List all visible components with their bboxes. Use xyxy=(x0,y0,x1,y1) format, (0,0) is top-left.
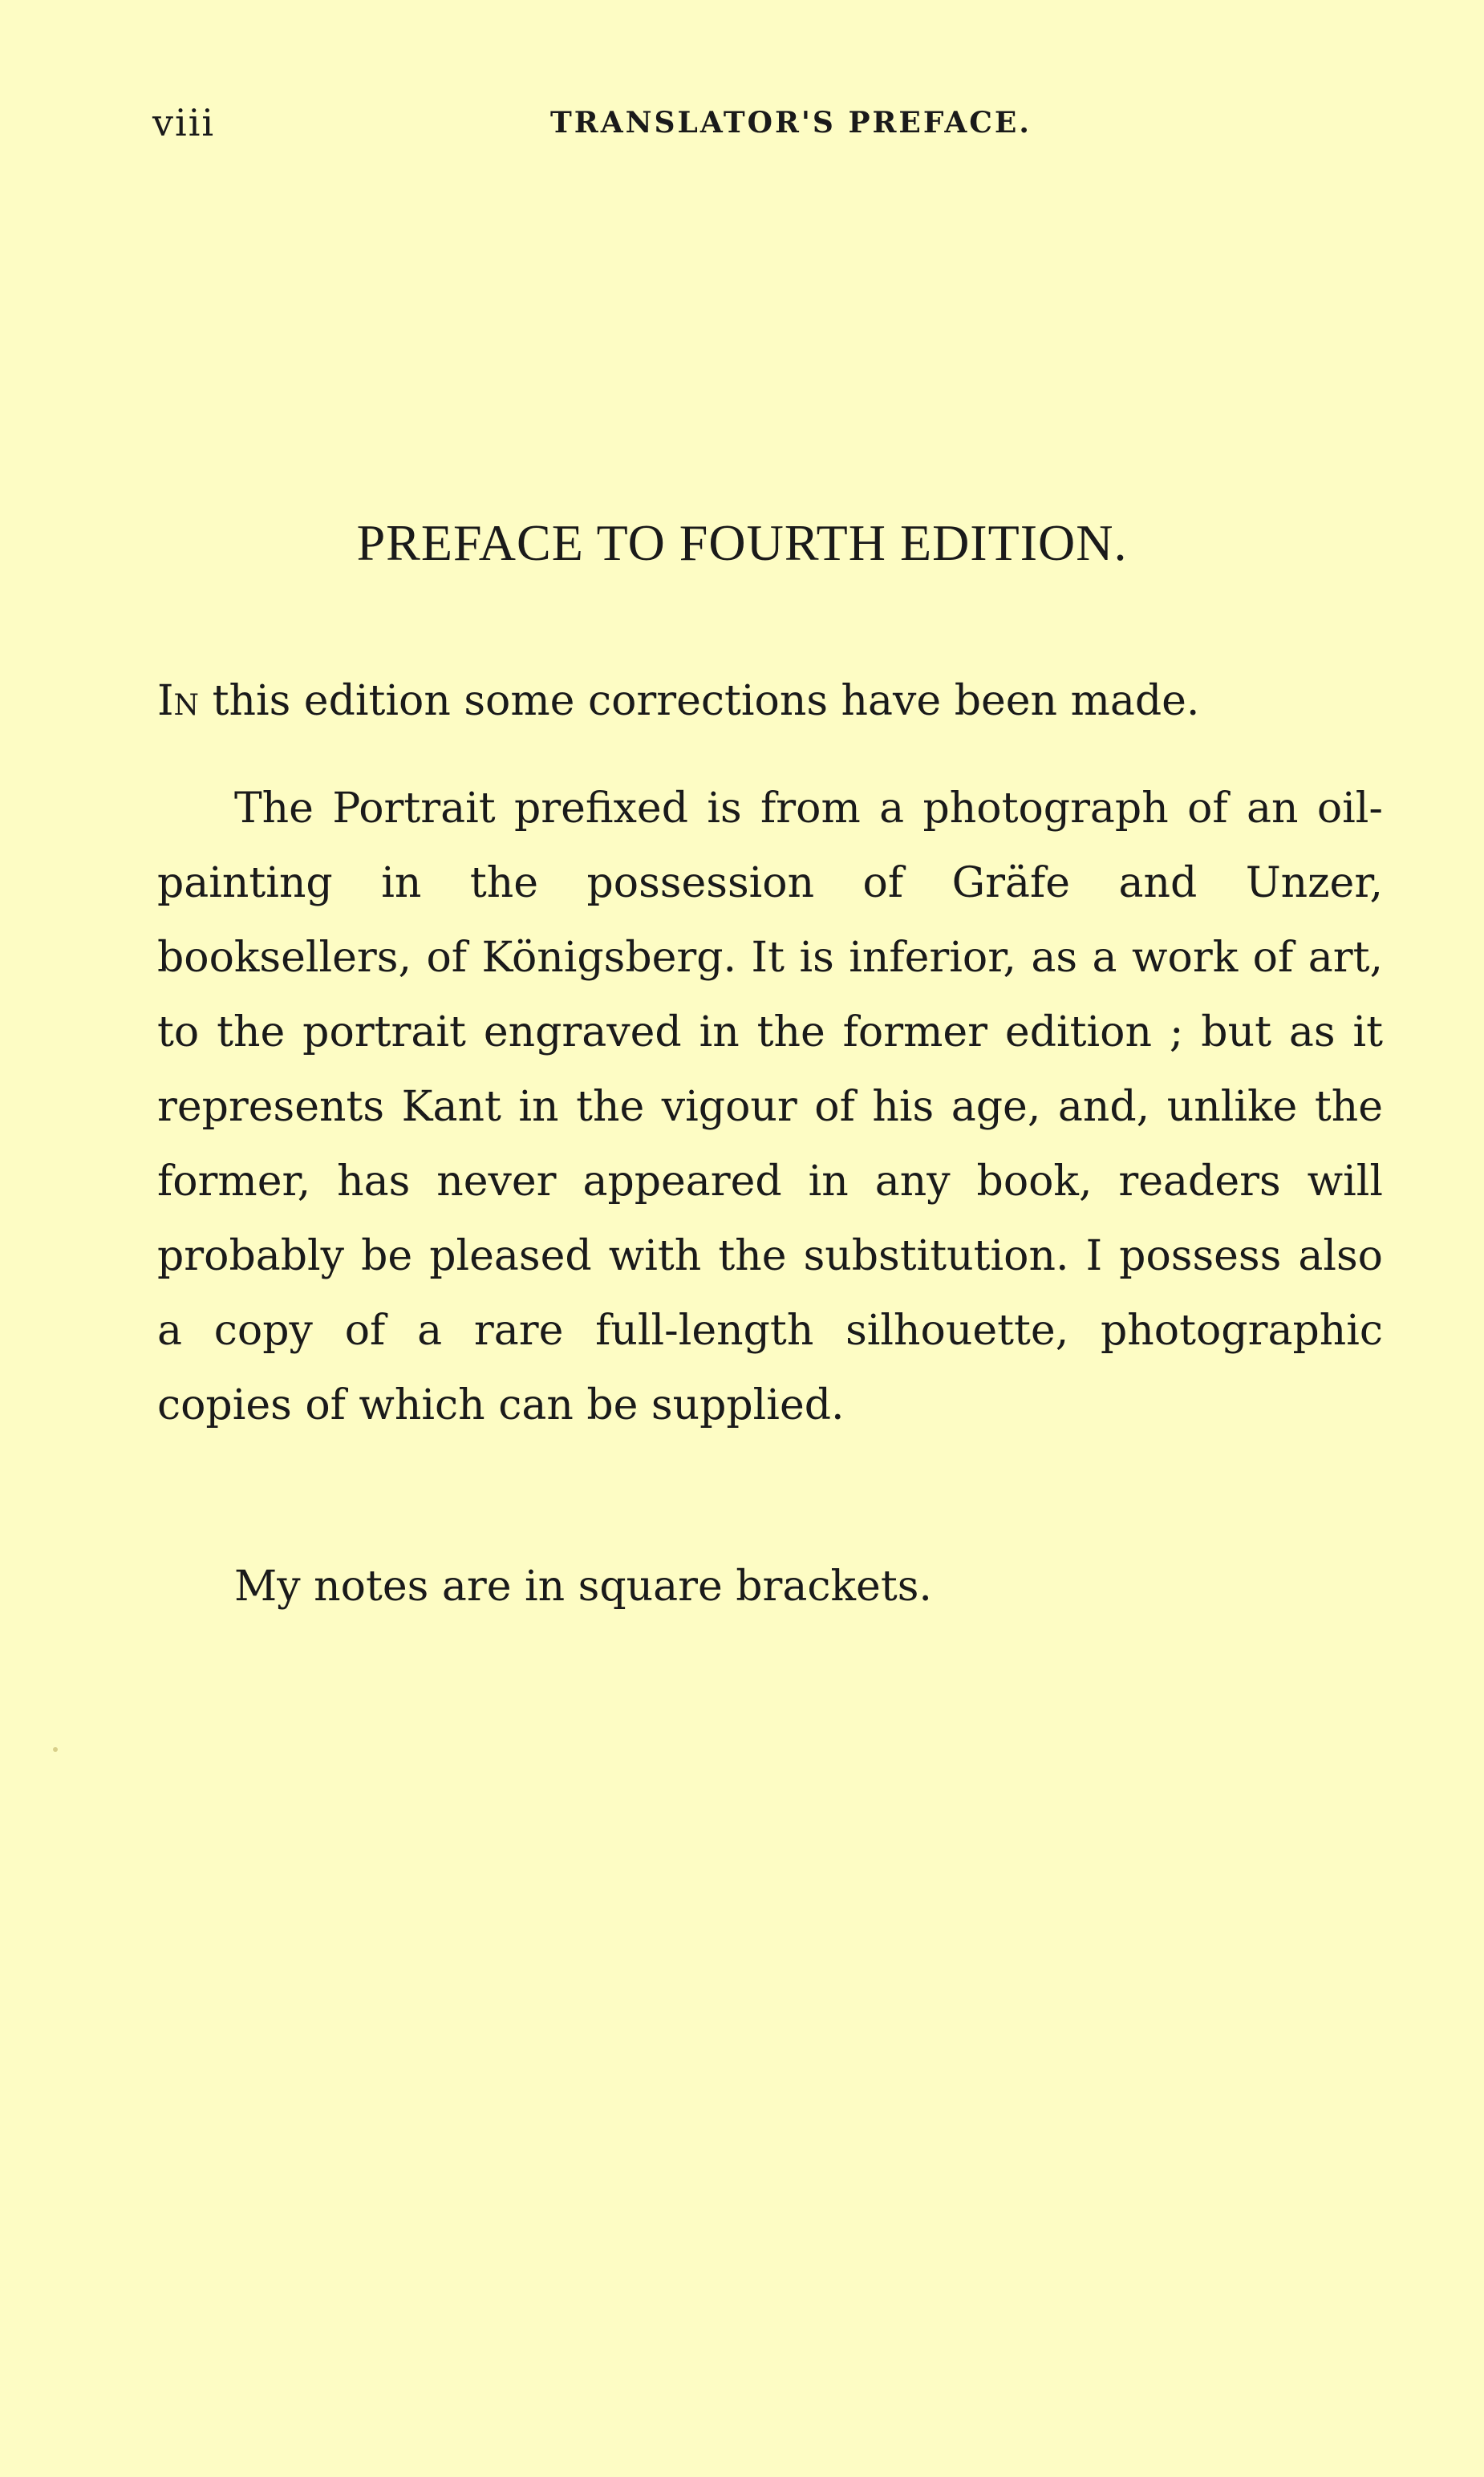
paragraph-corrections xyxy=(157,664,1383,739)
paragraph-text: this edition some corrections have been made. xyxy=(199,677,1200,725)
paper-speck xyxy=(53,1747,58,1752)
running-title: TRANSLATOR'S PREFACE. xyxy=(550,106,1032,140)
section-title: PREFACE TO FOURTH EDITION. xyxy=(356,514,1128,571)
paragraph-lead-word: In xyxy=(157,677,200,725)
paragraph-portrait: The Portrait prefixed is from a photograph of an oil-painting in the possession of Gräfe and Unzer, booksellers, of Königsberg. It is inferior, as a work of art, to the portrait engraved in the former edition ; but as it represents Kant in the vigour of his age, and, unlike the former, has never appeared in any book, readers will probably be pleased with the substitution. I possess also a copy of a rare full-length silhouette, photographic copies of which can be supplied. xyxy=(157,784,1383,1429)
page-number: viii xyxy=(152,101,216,144)
running-head xyxy=(0,101,1484,149)
paragraph-notes: My notes are in square brackets. xyxy=(234,1563,932,1611)
